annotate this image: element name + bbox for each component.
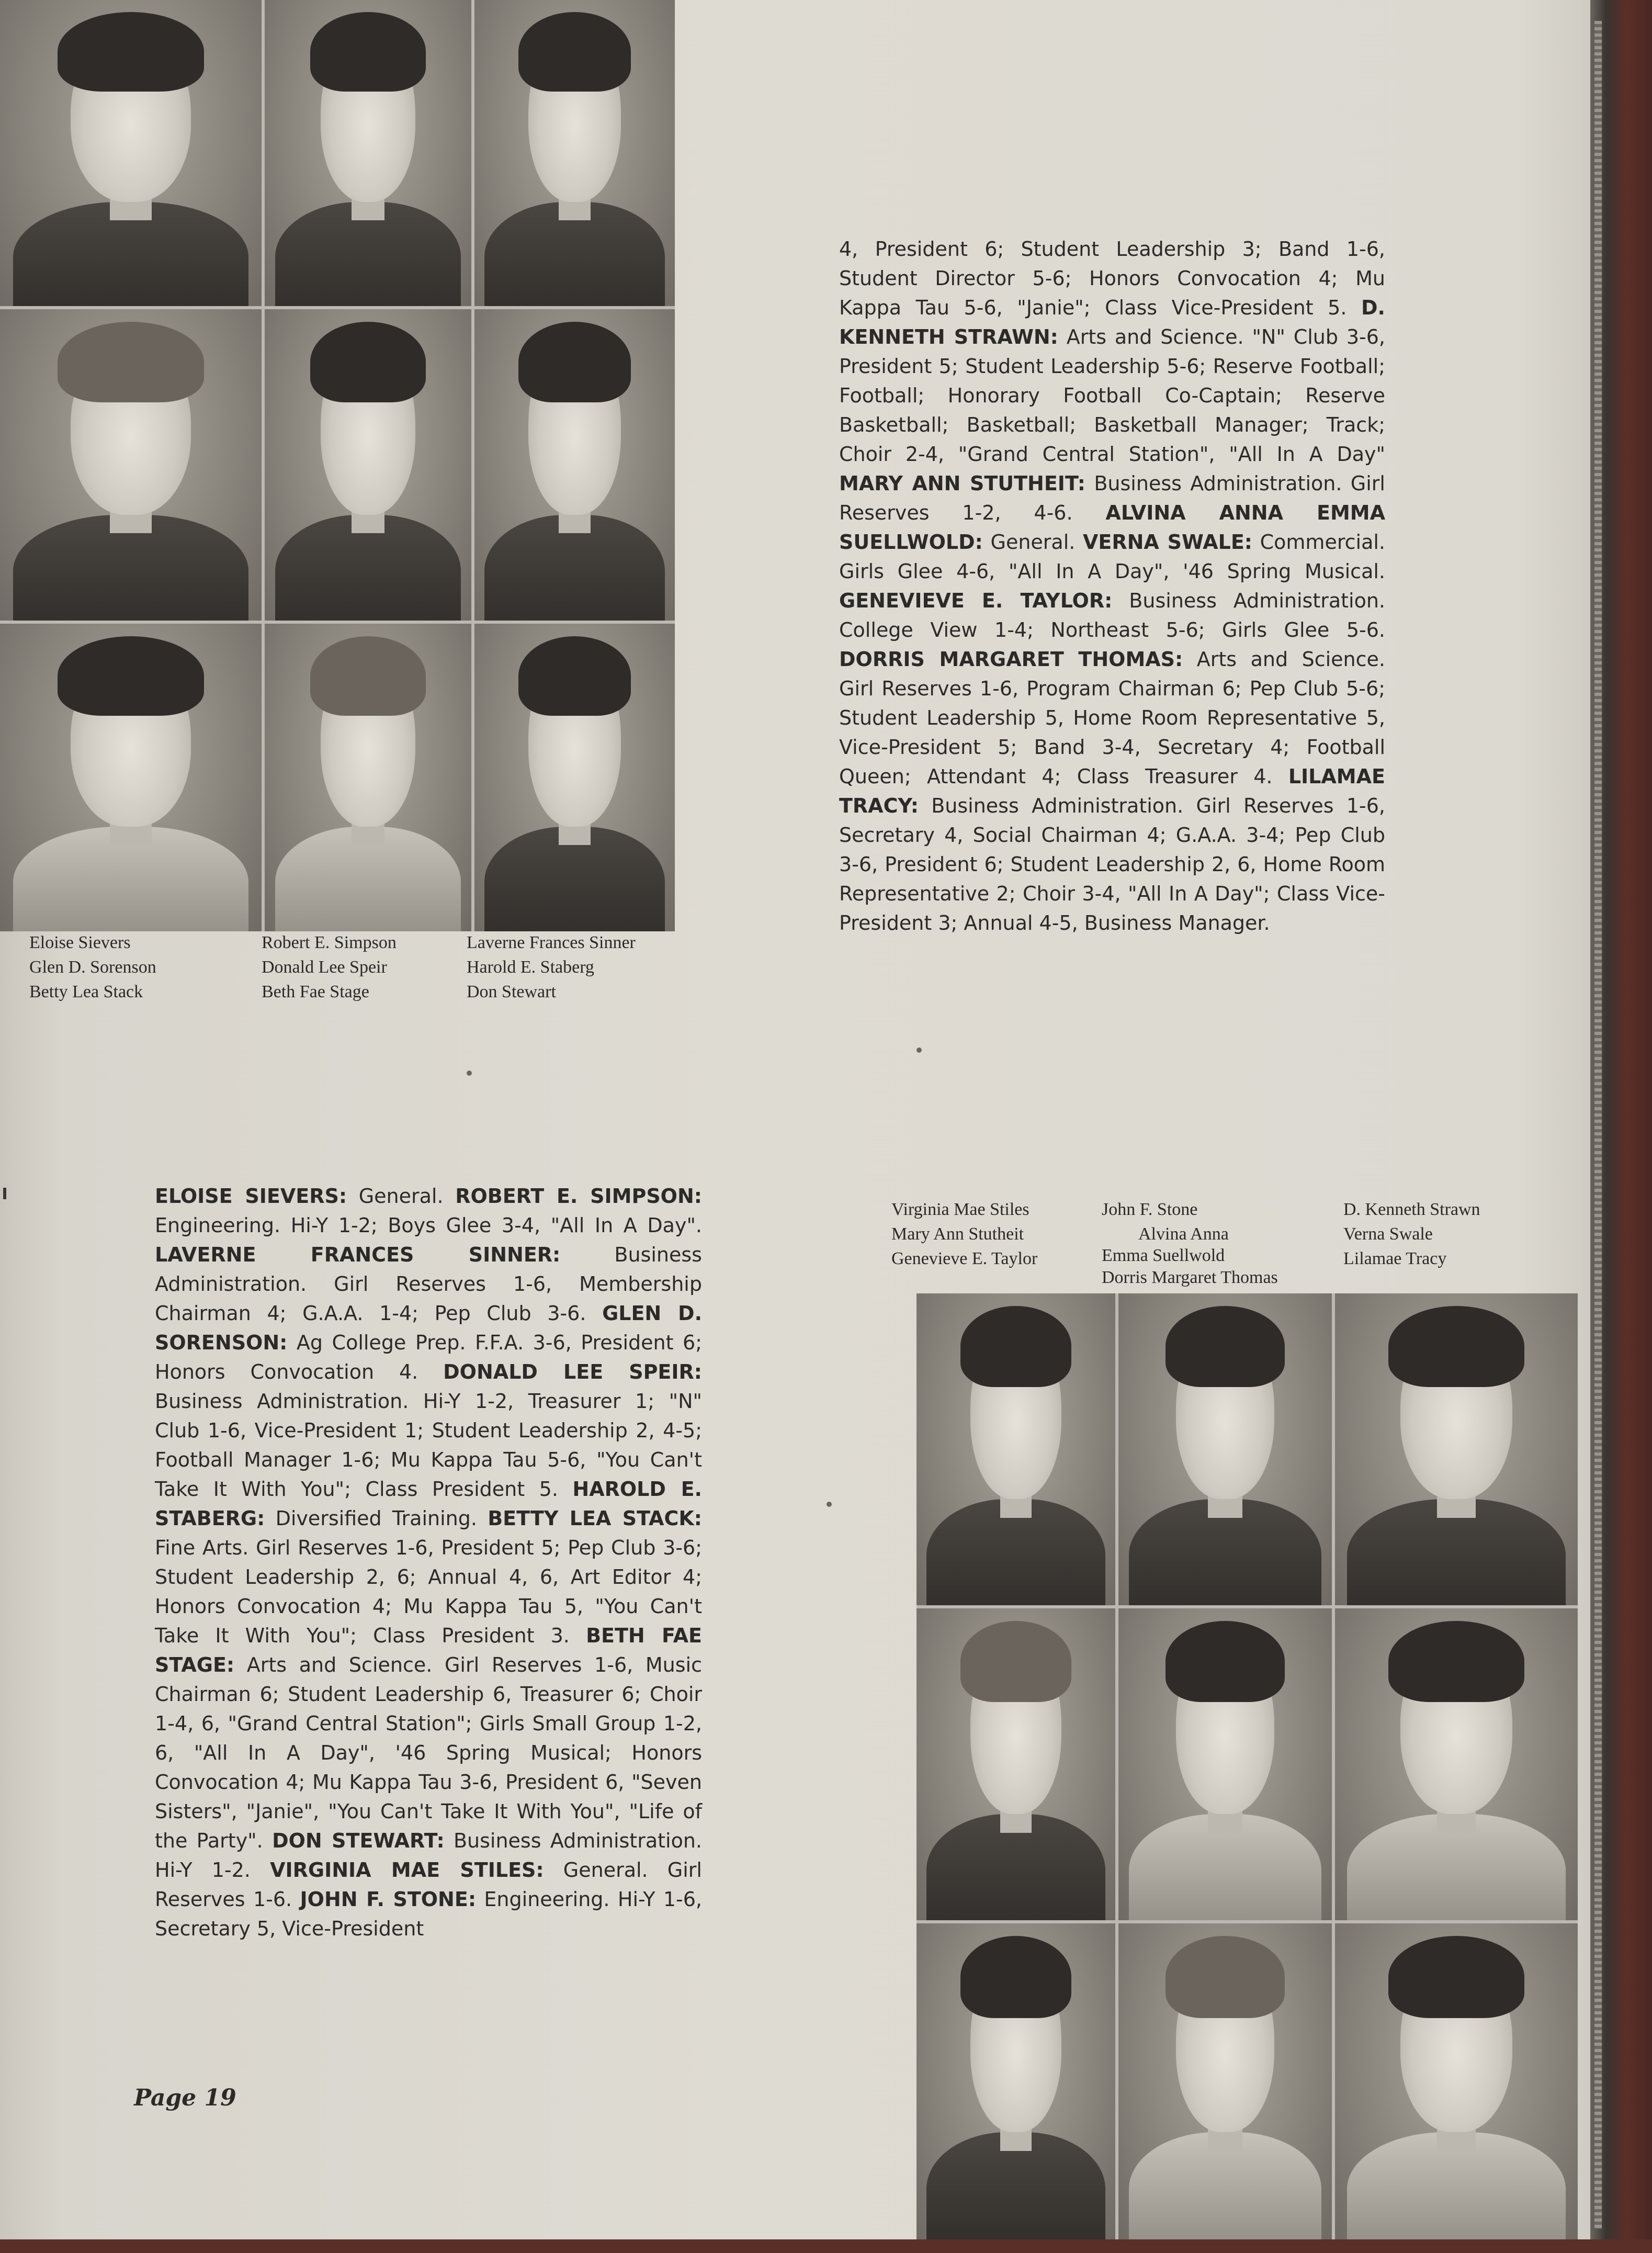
student-name: ROBERT E. SIMPSON: xyxy=(455,1185,702,1208)
student-name: MARY ANN STUTHEIT: xyxy=(839,472,1085,495)
caption-name: Donald Lee Speir xyxy=(262,957,387,977)
top-portrait-photo xyxy=(474,309,675,621)
portrait-hair xyxy=(960,1306,1072,1387)
bottom-portrait-photo xyxy=(1118,1293,1332,1605)
student-name: DORRIS MARGARET THOMAS: xyxy=(839,648,1183,671)
student-activities: General. Girl Reserves 1-6. xyxy=(155,1858,702,1911)
caption-name: Virginia Mae Stiles xyxy=(891,1200,1029,1219)
student-activities: Arts and Science. Girl Reserves 1-6, Music Chairman 6; Student Leadership 6, Treasurer 6; Choir 1-4, 6, "Grand Central Station"; Girls Small Group 1-2, 6, "All In A Day", '46 Spring Musical; Honors Convocation 4; Mu Kappa Tau 3-6, President 6, "Seven Sisters", "Janie", "You Can't Take It With You", "Life of the Party". xyxy=(155,1653,702,1852)
top-portrait-photo xyxy=(265,309,471,621)
caption-name: Alvina Anna xyxy=(1138,1224,1229,1244)
caption-name: Don Stewart xyxy=(467,982,556,1001)
portrait-hair xyxy=(1166,1621,1285,1702)
caption-name: Mary Ann Stutheit xyxy=(891,1224,1024,1244)
binding-strip xyxy=(1594,21,1602,2229)
bottom-portrait-photo xyxy=(916,1608,1115,1920)
student-activities: Diversified Training. xyxy=(265,1507,488,1530)
top-portrait-photo xyxy=(265,0,471,306)
caption-name: Laverne Frances Sinner xyxy=(467,933,636,952)
book-binding xyxy=(1590,0,1652,2253)
portrait-hair xyxy=(58,322,204,403)
portrait-hair xyxy=(960,1936,1072,2018)
student-activities: 4, President 6; Student Leadership 3; Band 1-6, Student Director 5-6; Honors Convocation 4; Mu Kappa Tau 5-6, "Janie"; Class Vice-President 5. xyxy=(839,238,1385,319)
student-activities: Business Administration. Girl Reserves 1-6, Secretary 4, Social Chairman 4; G.A.A. 3-4; Pep Club 3-6, President 6; Student Leadership 2, 6, Home Room Representative 2; Choir 3-4, "All In A Day"; Class Vice-President 3; Annual 4-5, Business Manager. xyxy=(839,794,1385,934)
bottom-caption-column-3 xyxy=(1343,1197,1480,1271)
portrait-hair xyxy=(1388,1306,1524,1387)
student-activities: Engineering. Hi-Y 1-6, Secretary 5, Vice-President xyxy=(155,1888,702,1940)
caption-name: Dorris Margaret Thomas xyxy=(1102,1268,1278,1287)
student-activities: Commercial. Girls Glee 4-6, "All In A Day", '46 Spring Musical. xyxy=(839,531,1385,583)
student-name: D. KENNETH STRAWN: xyxy=(839,296,1385,348)
student-name: GLEN D. SORENSON: xyxy=(155,1302,703,1354)
top-portrait-photo xyxy=(0,0,262,306)
caption-name: D. Kenneth Strawn xyxy=(1343,1200,1480,1219)
caption-name: Emma Suellwold xyxy=(1102,1246,1225,1265)
top-caption-column-2 xyxy=(262,930,397,1004)
caption-name: Betty Lea Stack xyxy=(29,982,143,1001)
top-caption-column-1 xyxy=(29,930,156,1004)
bio-text-left xyxy=(155,1181,702,1943)
student-name: VERNA SWALE: xyxy=(1082,531,1252,554)
top-portrait-photo xyxy=(474,0,675,306)
student-name: VIRGINIA MAE STILES: xyxy=(270,1858,544,1882)
portrait-hair xyxy=(518,322,630,403)
portrait-hair xyxy=(310,322,426,403)
bottom-portrait-photo xyxy=(1335,1293,1578,1605)
caption-name: Verna Swale xyxy=(1343,1224,1433,1244)
portrait-hair xyxy=(58,636,204,716)
top-portrait-photo xyxy=(474,624,675,931)
page-number: Page 19 xyxy=(134,2085,236,2111)
top-caption-column-3 xyxy=(467,930,636,1004)
student-name: BETTY LEA STACK: xyxy=(488,1507,702,1530)
student-activities: Ag College Prep. F.F.A. 3-6, President 6; Honors Convocation 4. xyxy=(155,1331,702,1383)
portrait-hair xyxy=(1166,1936,1285,2018)
student-name: ALVINA ANNA EMMA SUELLWOLD: xyxy=(839,501,1385,554)
bottom-caption-column-2 xyxy=(1102,1197,1278,1290)
student-activities: Business Administration. Hi-Y 1-2. xyxy=(155,1829,702,1882)
bottom-caption-column-1 xyxy=(891,1197,1037,1271)
bottom-edge xyxy=(0,2239,1652,2253)
bottom-portrait-photo xyxy=(1335,1923,1578,2239)
portrait-hair xyxy=(1388,1936,1524,2018)
speck xyxy=(916,1047,922,1053)
caption-name: Beth Fae Stage xyxy=(262,982,369,1001)
portrait-hair xyxy=(310,12,426,92)
portrait-hair xyxy=(1388,1621,1524,1702)
top-portrait-photo xyxy=(265,624,471,931)
portrait-hair xyxy=(960,1621,1072,1702)
bottom-photo-grid xyxy=(916,1293,1578,2239)
caption-name: Harold E. Staberg xyxy=(467,957,594,977)
student-activities: General. xyxy=(982,531,1083,554)
caption-name: Eloise Sievers xyxy=(29,933,131,952)
portrait-hair xyxy=(310,636,426,716)
edge-mark xyxy=(3,1188,6,1199)
bottom-portrait-photo xyxy=(1335,1608,1578,1920)
caption-name: Genevieve E. Taylor xyxy=(891,1249,1038,1268)
bottom-portrait-photo xyxy=(916,1923,1115,2239)
portrait-hair xyxy=(58,12,204,92)
student-name: LAVERNE FRANCES SINNER: xyxy=(155,1243,561,1266)
student-name: BETH FAE STAGE: xyxy=(155,1624,702,1676)
student-name: DON STEWART: xyxy=(272,1829,445,1852)
student-activities: Fine Arts. Girl Reserves 1-6, President 5; Pep Club 3-6; Student Leadership 2, 6; Annual 4, 6, Art Editor 4; Honors Convocation 4; Mu Kappa Tau 5, "You Can't Take It With You"; Class President 3. xyxy=(155,1536,702,1647)
bottom-portrait-photo xyxy=(916,1293,1115,1605)
portrait-hair xyxy=(1166,1306,1285,1387)
portrait-hair xyxy=(518,12,630,92)
student-activities: Arts and Science. Girl Reserves 1-6, Program Chairman 6; Pep Club 5-6; Student Leadership 5, Home Room Representative 5, Vice-President 5; Band 3-4, Secretary 4; Football Queen; Attendant 4; Class Treasurer 4. xyxy=(839,648,1385,788)
student-name: JOHN F. STONE: xyxy=(300,1888,477,1911)
student-name: DONALD LEE SPEIR: xyxy=(443,1360,702,1383)
caption-name: John F. Stone xyxy=(1102,1200,1198,1219)
top-portrait-photo xyxy=(0,624,262,931)
caption-name: Robert E. Simpson xyxy=(262,933,397,952)
bio-text-right xyxy=(839,234,1385,938)
student-name: GENEVIEVE E. TAYLOR: xyxy=(839,589,1113,612)
student-activities: Business Administration. College View 1-4; Northeast 5-6; Girls Glee 5-6. xyxy=(839,589,1385,641)
portrait-hair xyxy=(518,636,630,716)
bottom-portrait-photo xyxy=(1118,1608,1332,1920)
student-activities: Business Administration. Girl Reserves 1-2, 4-6. xyxy=(839,472,1385,524)
student-name: HAROLD E. STABERG: xyxy=(155,1478,702,1530)
student-activities: General. xyxy=(347,1185,456,1208)
student-activities: Arts and Science. "N" Club 3-6, President 5; Student Leadership 5-6; Reserve Football; Football; Honorary Football Co-Captain; Reserve Basketball; Basketball; Basketball Manager; Track; Choir 2-4, "Grand Central Station", "All In A Day" xyxy=(839,325,1385,466)
student-name: ELOISE SIEVERS: xyxy=(155,1185,347,1208)
student-activities: Business Administration. Girl Reserves 1-6, Membership Chairman 4; G.A.A. 1-4; Pep Club 3-6. xyxy=(155,1243,702,1325)
bottom-portrait-photo xyxy=(1118,1923,1332,2239)
student-activities: Engineering. Hi-Y 1-2; Boys Glee 3-4, "All In A Day". xyxy=(155,1214,702,1237)
student-activities: Business Administration. Hi-Y 1-2, Treasurer 1; "N" Club 1-6, Vice-President 1; Student Leadership 2, 4-5; Football Manager 1-6; Mu Kappa Tau 5-6, "You Can't Take It With You"; Class President 5. xyxy=(155,1390,702,1501)
top-portrait-photo xyxy=(0,309,262,621)
caption-name: Glen D. Sorenson xyxy=(29,957,156,977)
speck xyxy=(827,1502,832,1507)
caption-name: Lilamae Tracy xyxy=(1343,1249,1447,1268)
student-name: LILAMAE TRACY: xyxy=(839,765,1385,817)
speck xyxy=(467,1071,472,1076)
top-photo-grid xyxy=(0,0,675,931)
